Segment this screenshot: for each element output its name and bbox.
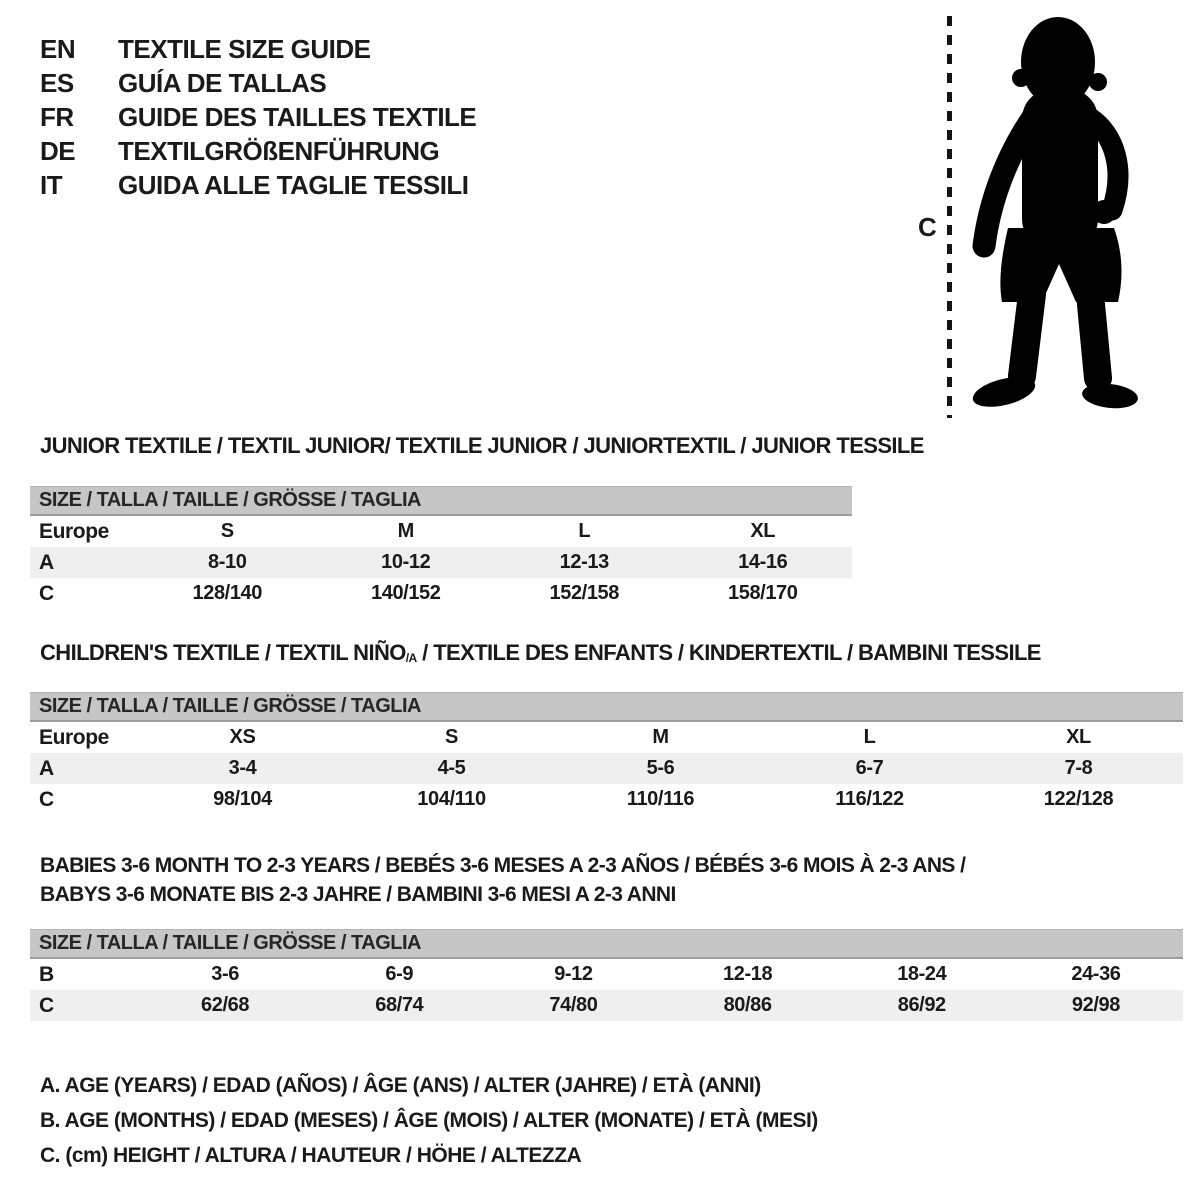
size-cell: M xyxy=(397,520,414,542)
size-cell: M xyxy=(652,726,669,748)
babies-row-height xyxy=(30,990,1183,1021)
height-cell: 80/86 xyxy=(723,994,772,1016)
children-row-age xyxy=(30,753,1183,784)
row-label: Europe xyxy=(39,519,109,543)
babies-size-table xyxy=(30,929,1183,1021)
lang-code-it: IT xyxy=(40,169,63,200)
language-list xyxy=(40,32,476,202)
babies-title-line1: BABIES 3-6 MONTH TO 2-3 YEARS / BEBÉS 3-6 MESES A 2-3 AÑOS / BÉBÉS 3-6 MOIS À 2-3 ANS / xyxy=(40,854,966,877)
size-cell: S xyxy=(445,726,458,748)
age-cell: 8-10 xyxy=(208,551,247,573)
footnote-height-cm: C. (cm) HEIGHT / ALTURA / HAUTEUR / HÖHE / ALTEZZA xyxy=(40,1144,582,1167)
height-dashed-line xyxy=(947,16,952,418)
row-label: A xyxy=(39,550,54,574)
height-cell: 140/152 xyxy=(371,582,441,604)
lang-code-es: ES xyxy=(40,67,74,98)
babies-size-table-header: SIZE / TALLA / TAILLE / GRÖSSE / TAGLIA xyxy=(30,929,1183,959)
age-cell: 7-8 xyxy=(1064,757,1093,779)
lang-code-de: DE xyxy=(40,135,76,166)
lang-title-en: TEXTILE SIZE GUIDE xyxy=(118,33,371,64)
months-cell: 12-18 xyxy=(723,963,773,985)
months-cell: 3-6 xyxy=(211,963,239,985)
age-cell: 14-16 xyxy=(738,551,788,573)
lang-title-de: TEXTILGRÖßENFÜHRUNG xyxy=(118,135,440,166)
children-row-height xyxy=(30,784,1183,815)
babies-title-line2: BABYS 3-6 MONATE BIS 2-3 JAHRE / BAMBINI 3-6 MESI A 2-3 ANNI xyxy=(40,883,676,906)
children-section-title xyxy=(40,640,1041,666)
row-label: Europe xyxy=(39,725,109,749)
age-cell: 3-4 xyxy=(228,757,257,779)
children-title-post: / TEXTILE DES ENFANTS / KINDERTEXTIL / BAMBINI TESSILE xyxy=(416,640,1041,665)
lang-row-en xyxy=(40,32,476,66)
height-cell: 92/98 xyxy=(1071,994,1120,1016)
lang-row-it xyxy=(40,168,476,202)
height-cell: 110/116 xyxy=(626,788,695,810)
lang-title-fr: GUIDE DES TAILLES TEXTILE xyxy=(118,101,477,132)
size-cell: L xyxy=(863,726,876,748)
height-cell: 152/158 xyxy=(549,582,619,604)
junior-row-europe xyxy=(30,516,852,547)
junior-row-age xyxy=(30,547,852,578)
size-cell: S xyxy=(220,520,234,542)
height-cell: 116/122 xyxy=(835,788,904,810)
row-label: C xyxy=(39,993,54,1017)
age-cell: 4-5 xyxy=(437,757,466,779)
footnote-age-months: B. AGE (MONTHS) / EDAD (MESES) / ÂGE (MOIS) / ALTER (MONATE) / ETÀ (MESI) xyxy=(40,1109,818,1132)
age-cell: 12-13 xyxy=(559,551,609,573)
height-cell: 128/140 xyxy=(192,582,262,604)
lang-title-es: GUÍA DE TALLAS xyxy=(118,67,327,98)
lang-title-it: GUIDA ALLE TAGLIE TESSILI xyxy=(118,169,469,200)
lang-code-fr: FR xyxy=(40,101,74,132)
size-cell: XL xyxy=(1066,726,1091,748)
age-cell: 10-12 xyxy=(381,551,431,573)
height-cell: 74/80 xyxy=(549,994,598,1016)
lang-row-es xyxy=(40,66,476,100)
months-cell: 18-24 xyxy=(897,963,947,985)
children-row-europe xyxy=(30,722,1183,753)
children-size-table-header: SIZE / TALLA / TAILLE / GRÖSSE / TAGLIA xyxy=(30,692,1183,722)
height-cell: 122/128 xyxy=(1043,788,1114,810)
row-label: C xyxy=(39,787,54,811)
footnote-age-years: A. AGE (YEARS) / EDAD (AÑOS) / ÂGE (ANS) / ALTER (JAHRE) / ETÀ (ANNI) xyxy=(40,1074,761,1097)
footnotes xyxy=(40,1068,818,1173)
children-title-sub: /A xyxy=(405,651,417,666)
size-cell: XS xyxy=(229,726,256,748)
months-cell: 9-12 xyxy=(554,963,593,985)
children-title-pre: CHILDREN'S TEXTILE / TEXTIL NIÑO xyxy=(40,640,406,665)
junior-row-height xyxy=(30,578,852,609)
baby-silhouette-icon xyxy=(958,14,1146,414)
lang-code-en: EN xyxy=(40,33,76,64)
height-cell: 68/74 xyxy=(375,994,424,1016)
height-cell: 86/92 xyxy=(897,994,946,1016)
height-cell: 98/104 xyxy=(213,788,272,810)
lang-row-de xyxy=(40,134,476,168)
height-cell: 104/110 xyxy=(417,788,486,810)
lang-row-fr xyxy=(40,100,476,134)
junior-section-title: JUNIOR TEXTILE / TEXTIL JUNIOR/ TEXTILE JUNIOR / JUNIORTEXTIL / JUNIOR TESSILE xyxy=(40,433,924,458)
children-size-table xyxy=(30,692,1183,815)
age-cell: 6-7 xyxy=(855,757,884,779)
junior-size-table-header: SIZE / TALLA / TAILLE / GRÖSSE / TAGLIA xyxy=(30,486,852,516)
months-cell: 6-9 xyxy=(385,963,414,985)
babies-section-title xyxy=(40,851,965,909)
size-cell: L xyxy=(578,520,591,542)
row-label: A xyxy=(39,756,54,780)
size-cell: XL xyxy=(750,520,776,542)
height-cell: 158/170 xyxy=(728,582,798,604)
row-label: B xyxy=(39,962,54,986)
junior-size-table xyxy=(30,486,852,609)
figure-height-label: C xyxy=(918,212,937,242)
months-cell: 24-36 xyxy=(1071,963,1121,985)
age-cell: 5-6 xyxy=(646,757,675,779)
row-label: C xyxy=(39,581,54,605)
height-cell: 62/68 xyxy=(201,994,250,1016)
babies-row-months xyxy=(30,959,1183,990)
